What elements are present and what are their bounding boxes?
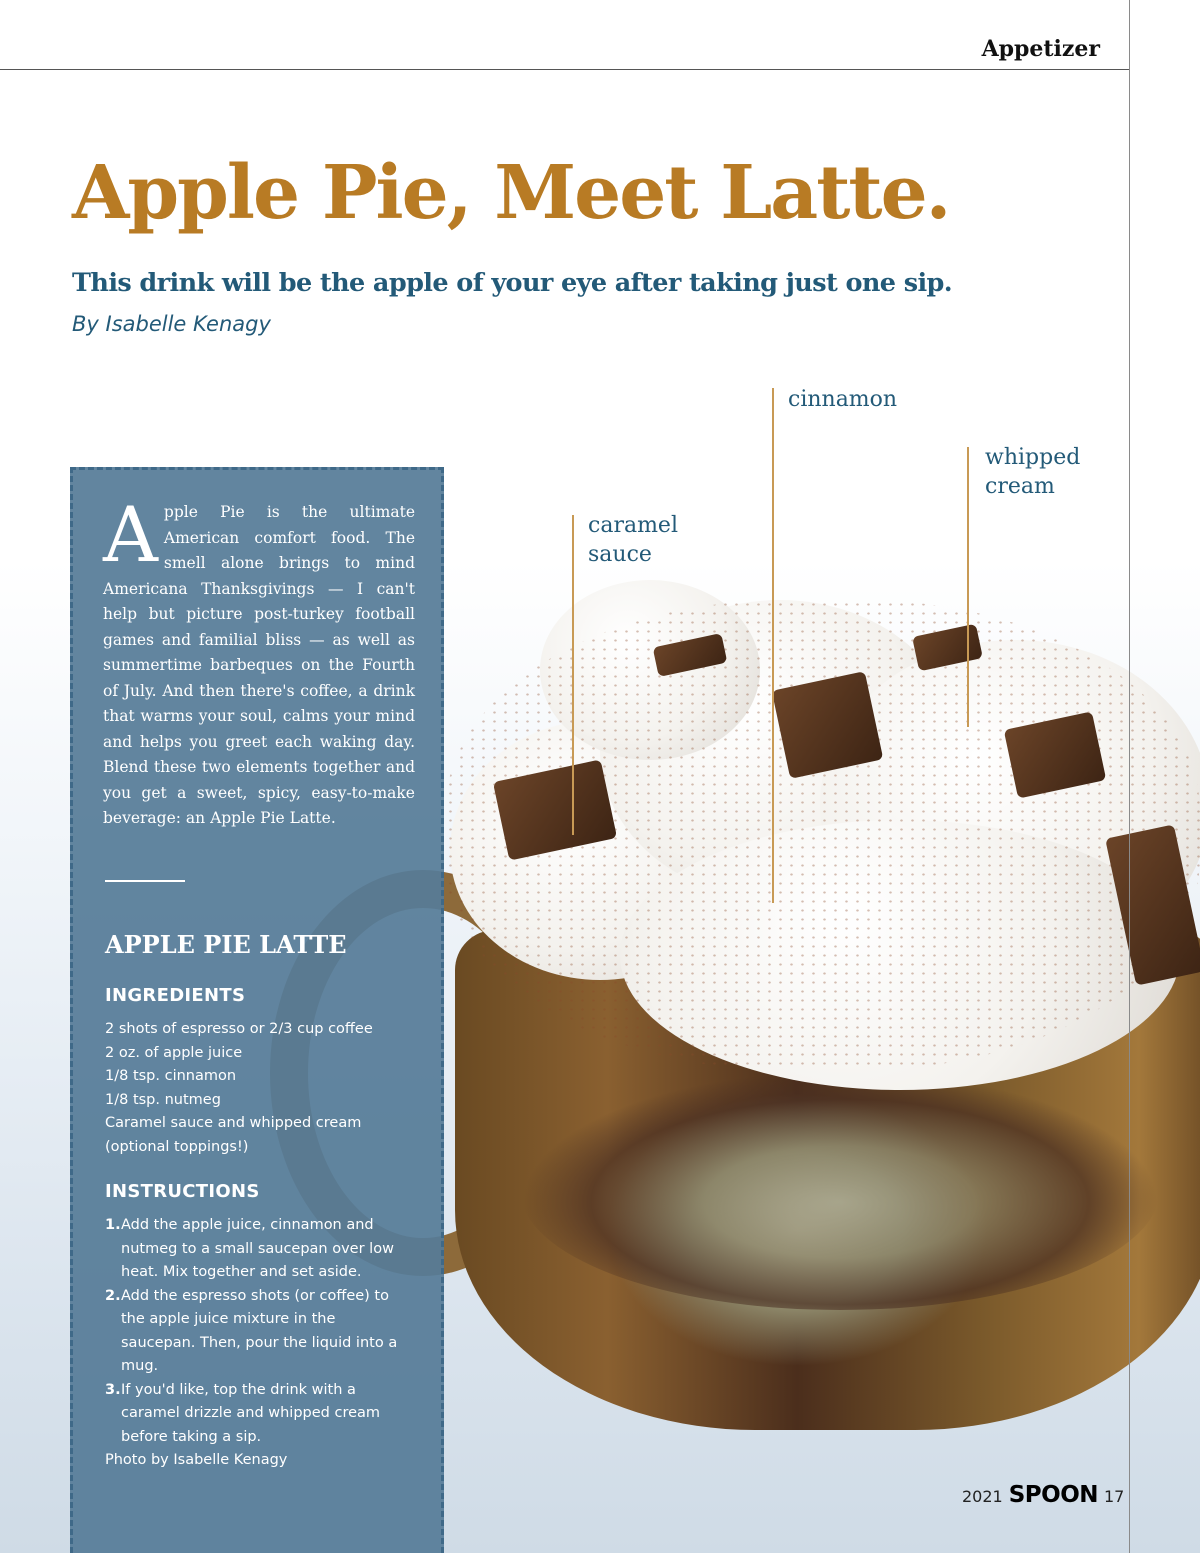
ingredient-item: (optional toppings!) — [105, 1138, 249, 1155]
photo-credit: Photo by Isabelle Kenagy — [105, 1452, 288, 1468]
callout-text-line: whipped — [985, 445, 1081, 470]
byline: By Isabelle Kenagy — [72, 312, 271, 336]
instruction-step — [105, 1214, 410, 1285]
intro-text: pple Pie is the ultimate American comfort food. The smell alone brings to mind Americana Thanksgivings — I can't help but picture post-turkey football games and familial bliss — as well as summertime barbeques on the Fourth of July. And then there's coffee, a drink that warms your soul, calms your mind and helps you greet each waking day. Blend these two elements together and you get a sweet, spicy, easy-to-make beverage: an Apple Pie Latte. — [103, 503, 415, 827]
page-number: 17 — [1104, 1487, 1125, 1506]
callout-line-whipped-cream — [967, 447, 969, 727]
header-rule — [0, 69, 1130, 70]
section-label: Appetizer — [981, 36, 1100, 62]
ingredient-item: 1/8 tsp. cinnamon — [105, 1068, 237, 1084]
page-edge-rule — [1129, 0, 1130, 1553]
mug-glaze — [520, 1070, 1160, 1310]
instructions-list — [105, 1214, 410, 1449]
step-text: If you'd like, top the drink with a caramel drizzle and whipped cream before taking a sip. — [121, 1381, 381, 1445]
section-divider — [105, 880, 185, 882]
recipe-title: APPLE PIE LATTE — [105, 930, 347, 959]
drop-cap: A — [103, 490, 158, 579]
step-number: 1. — [105, 1217, 121, 1233]
article-title: Apple Pie, Meet Latte. — [72, 150, 950, 236]
callout-text-line: cream — [985, 474, 1055, 499]
instruction-step — [105, 1379, 410, 1450]
instructions-heading: INSTRUCTIONS — [105, 1181, 260, 1202]
brand-logo: SPOON — [1008, 1482, 1098, 1508]
footer-year: 2021 — [962, 1487, 1003, 1506]
ingredient-item: 2 oz. of apple juice — [105, 1044, 243, 1061]
ingredients-list — [105, 1018, 373, 1159]
ingredient-item: Caramel sauce and whipped cream — [105, 1115, 362, 1131]
callout-whipped-cream — [985, 443, 1080, 501]
callout-line-cinnamon — [772, 388, 774, 903]
instruction-step — [105, 1285, 410, 1379]
callout-line-caramel — [572, 515, 574, 835]
article-subtitle: This drink will be the apple of your eye after taking just one sip. — [72, 268, 953, 298]
step-text: Add the apple juice, cinnamon and nutmeg to a small saucepan over low heat. Mix together and set aside. — [121, 1217, 394, 1280]
intro-paragraph — [103, 490, 415, 832]
callout-text-line: cinnamon — [788, 387, 898, 412]
step-text: Add the espresso shots (or coffee) to the apple juice mixture in the saucepan. Then, pour the liquid into a mug. — [121, 1287, 398, 1374]
ingredient-item: 2 shots of espresso or 2/3 cup coffee — [105, 1021, 373, 1037]
recipe-sidebar — [70, 467, 444, 1553]
step-number: 2. — [105, 1287, 121, 1304]
callout-text-line: sauce — [588, 542, 652, 567]
callout-text-line: caramel — [588, 513, 678, 538]
step-number: 3. — [105, 1381, 121, 1398]
ingredient-item: 1/8 tsp. nutmeg — [105, 1091, 221, 1108]
page-footer — [962, 1482, 1124, 1508]
callout-cinnamon — [788, 385, 897, 414]
ingredients-heading: INGREDIENTS — [105, 985, 246, 1006]
callout-caramel-sauce — [588, 511, 678, 569]
